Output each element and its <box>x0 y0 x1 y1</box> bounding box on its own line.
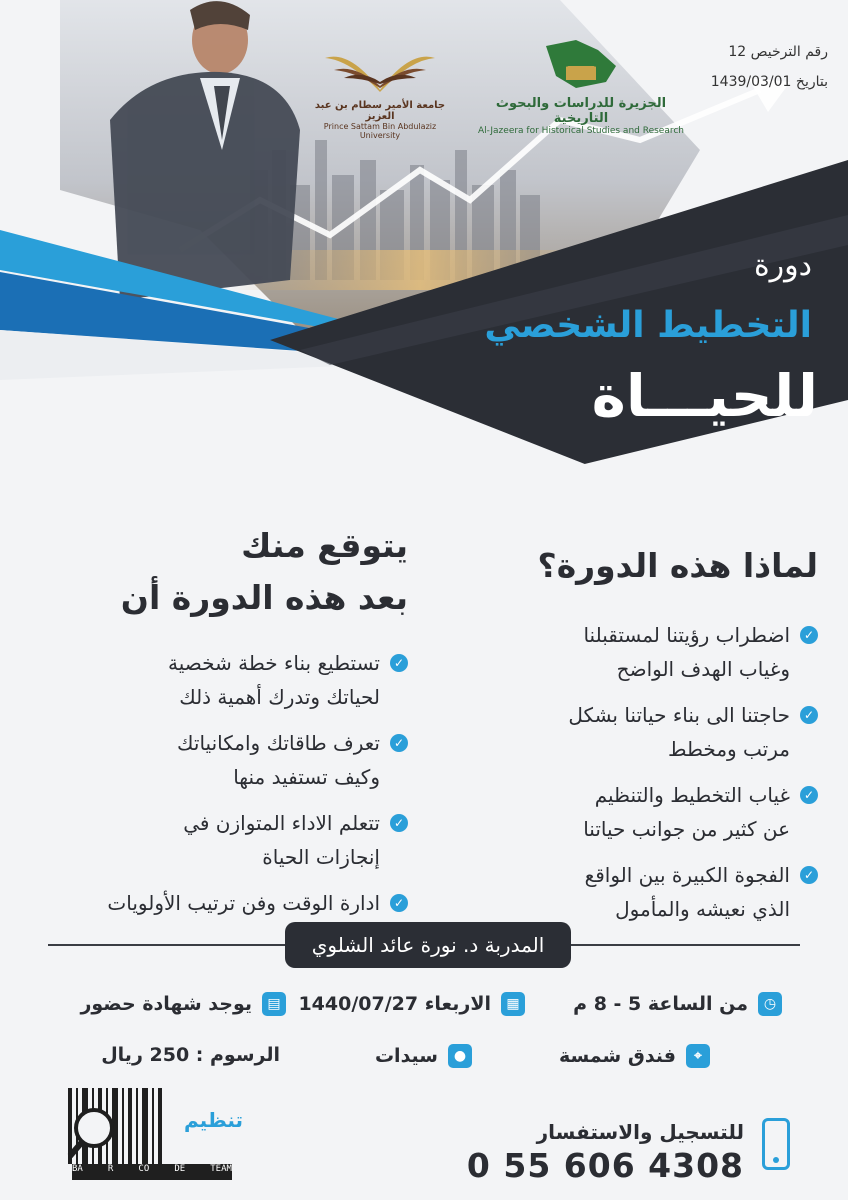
check-icon: ✓ <box>800 786 818 804</box>
check-icon: ✓ <box>800 626 818 644</box>
bullet-line: ادارة الوقت وفن ترتيب الأولويات <box>107 891 380 915</box>
phone-number[interactable]: 0 55 606 4308 <box>466 1146 744 1185</box>
audience-info <box>375 1044 472 1068</box>
check-icon: ✓ <box>390 814 408 832</box>
saudi-map-icon <box>536 36 626 92</box>
organizer-label: تنظيم <box>184 1108 244 1132</box>
bullet-line: عن كثير من جوانب حياتنا <box>583 817 790 841</box>
bullet-line: تستطيع بناء خطة شخصية <box>168 651 380 675</box>
psau-logo-en: Prince Sattam Bin Abdulaziz University <box>323 122 437 140</box>
list-item <box>38 646 408 714</box>
check-icon: ✓ <box>800 706 818 724</box>
clock-icon: ◷ <box>758 992 782 1016</box>
check-icon: ✓ <box>390 734 408 752</box>
check-icon: ✓ <box>390 894 408 912</box>
bullet-line: اضطراب رؤيتنا لمستقبلنا <box>583 623 790 647</box>
book-wings-icon <box>320 40 440 96</box>
why-heading: لماذا هذه الدورة؟ <box>537 546 818 585</box>
list-item <box>488 618 818 686</box>
trainer-name: المدربة د. نورة عائد الشلوي <box>285 922 571 968</box>
date-info <box>298 992 525 1016</box>
psau-logo <box>305 40 455 140</box>
course-subtitle: للحيـــاة <box>591 362 818 430</box>
bullet-line: الفجوة الكبيرة بين الواقع <box>584 863 790 887</box>
calendar-icon: ▦ <box>501 992 525 1016</box>
certificate-text: يوجد شهادة حضور <box>80 993 252 1015</box>
audience-text: سيدات <box>374 1045 438 1067</box>
bullet-line: الذي نعيشه والمأمول <box>615 897 790 921</box>
bullet-line: حاجتنا الى بناء حياتنا بشكل <box>568 703 790 727</box>
expect-heading-2: بعد هذه الدورة أن <box>120 578 408 617</box>
jazeera-logo <box>476 36 686 136</box>
time-info <box>573 992 782 1016</box>
list-item <box>38 806 408 874</box>
why-section <box>488 540 818 938</box>
team-letters <box>72 1164 232 1174</box>
course-label: دورة <box>753 248 812 283</box>
phone-icon <box>762 1118 790 1170</box>
team-letter: TEAM <box>210 1164 232 1174</box>
expect-section <box>38 520 408 932</box>
bullet-line: وكيف تستفيد منها <box>233 765 380 789</box>
certificate-info <box>80 992 286 1016</box>
bullet-line: وغياب الهدف الواضح <box>616 657 790 681</box>
team-letter: DE <box>174 1164 186 1174</box>
fee-text: الرسوم : 250 ريال <box>101 1044 280 1066</box>
psau-logo-ar: جامعة الأمير سطام بن عبد العزيز <box>314 100 446 122</box>
bullet-line: غياب التخطيط والتنظيم <box>594 783 790 807</box>
bullet-line: إنجازات الحياة <box>262 845 380 869</box>
team-letter: R <box>107 1164 114 1174</box>
course-name: التخطيط الشخصي <box>484 305 812 346</box>
registration-label: للتسجيل والاستفسار <box>536 1120 744 1144</box>
location-pin-icon: ⌖ <box>686 1044 710 1068</box>
fee-info <box>101 1044 280 1066</box>
person-icon: ● <box>448 1044 472 1068</box>
license-number: رقم الترخيص 12 <box>728 44 828 60</box>
location-text: فندق شمسة <box>558 1045 676 1067</box>
list-item <box>488 698 818 766</box>
bullet-line: تعرف طاقاتك وامكانياتك <box>177 731 380 755</box>
location-info <box>559 1044 710 1068</box>
bullet-line: تتعلم الاداء المتوازن في <box>183 811 380 835</box>
date-text: الاربعاء 1440/07/27 <box>298 993 491 1015</box>
magnifier-icon <box>76 1110 112 1146</box>
license-date: بتاريخ 1439/03/01 <box>710 74 828 90</box>
list-item <box>38 726 408 794</box>
list-item <box>488 778 818 846</box>
check-icon: ✓ <box>390 654 408 672</box>
check-icon: ✓ <box>800 866 818 884</box>
list-item <box>38 886 408 920</box>
jazeera-logo-ar: الجزيرة للدراسات والبحوث التاريخية <box>495 96 667 126</box>
team-letter: CO <box>138 1164 150 1174</box>
team-letter: BA <box>72 1164 83 1174</box>
jazeera-logo-en: Al-Jazeera for Historical Studies and Research <box>477 126 685 136</box>
certificate-icon: ▤ <box>262 992 286 1016</box>
bullet-line: مرتب ومخطط <box>668 737 790 761</box>
list-item <box>488 858 818 926</box>
time-text: من الساعة 5 - 8 م <box>573 993 748 1015</box>
expect-heading-1: يتوقع منك <box>241 526 408 565</box>
bullet-line: لحياتك وتدرك أهمية ذلك <box>179 685 380 709</box>
